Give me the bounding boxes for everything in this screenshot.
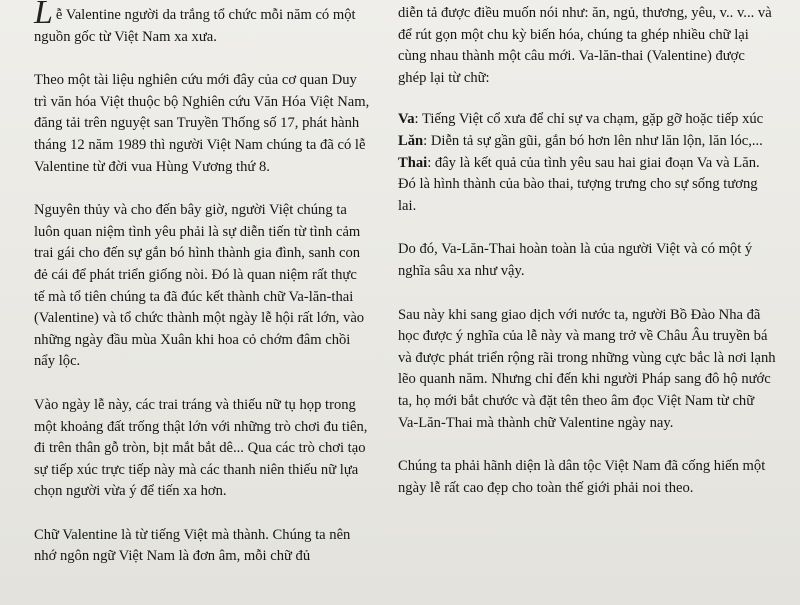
- intro-paragraph: Lễ Valentine người da trắng tổ chức mỗi năm có một nguồn gốc từ Việt Nam xa xưa.: [34, 3, 370, 48]
- term-thai: Thai: [398, 154, 428, 171]
- right-column: [398, 0, 776, 499]
- definition-thai: Thai: đây là kết quả của tình yêu sau hai giai đoạn Va và Lăn. Đó là hình thành của bào thai, tượng trưng cho sự sống tương lai.: [398, 154, 760, 214]
- term-va: Va: [398, 111, 415, 128]
- left-column: [34, 0, 370, 568]
- history-paragraph: Sau này khi sang giao dịch với nước ta, người Bồ Đào Nha đã học được ý nghĩa của lễ này và mang trở về Châu Âu truyền bá và được phát triển rộng rãi trong những vùng cực bắc là nơi lạnh lẽo quanh năm. Nhưng chỉ đến khi người Pháp sang đô hộ nước ta, họ mới bắt chước và đặt tên theo âm đọc Việt Nam từ chữ Va-Lăn-Thai mà thành chữ Valentine ngày nay.: [398, 306, 776, 431]
- term-lan: Lăn: [398, 132, 424, 149]
- continuation-paragraph: diễn tả được điều muốn nói như: ăn, ngủ, thương, yêu, v.. v... và để rút gọn một chu kỳ biến hóa, chúng ta ghép nhiều chữ lại cùng nhau thành một câu mới. Va-lăn-thai (Valentine) được ghép lại từ chữ:: [398, 5, 772, 86]
- closing-paragraph: Chúng ta phải hãnh diện là dân tộc Việt Nam đã cống hiến một ngày lễ rất cao đẹp cho toàn thế giới phải noi theo.: [398, 458, 766, 496]
- etymology-paragraph: Chữ Valentine là từ tiếng Việt mà thành. Chúng ta nên nhớ ngôn ngữ Việt Nam là đơn âm, mỗi chữ đủ: [34, 526, 351, 565]
- origin-paragraph: Nguyên thủy và cho đến bây giờ, người Việt chúng ta luôn quan niệm tình yêu phải là sự diễn tiến từ tình cảm trai gái cho đến sự gắn bó hình thành gia đình, sanh con đẻ cái để phát triển giống nòi. Đó là quan niệm rất thực tế mà tổ tiên chúng ta đã đúc kết thành chữ Va-lăn-thai (Valentine) và tổ chức thành một ngày lễ hội rất lớn, vào những ngày đầu mùa Xuân khi hoa cỏ chớm đâm chồi nẩy lộc.: [34, 202, 365, 370]
- conclusion-paragraph: Do đó, Va-Lăn-Thai hoàn toàn là của người Việt và có một ý nghĩa sâu xa như vậy.: [398, 241, 753, 279]
- festival-paragraph: Vào ngày lễ này, các trai tráng và thiếu nữ tụ họp trong một khoảng đất trống thật lớn với những trò chơi đu tiên, đi trên thân gỗ tròn, bịt mắt bắt dê... Qua các trò chơi tạo sự tiếp xúc trực tiếp này mà các thanh niên thiếu nữ lựa chọn người vừa ý để tiến xa hơn.: [34, 396, 368, 500]
- definition-lan: Lăn: Diễn tả sự gần gũi, gắn bó hơn lên như lăn lộn, lăn lóc,...: [398, 132, 763, 149]
- drop-cap: L: [34, 0, 53, 31]
- source-paragraph: Theo một tài liệu nghiên cứu mới đây của cơ quan Duy trì văn hóa Việt thuộc bộ Nghiên cứu Văn Hóa Việt Nam, đăng tải trên nguyệt san Truyền Thống số 17, phát hành tháng 12 năm 1989 thì người Việt Nam chúng ta đã có lễ Valentine từ đời vua Hùng Vương thứ 8.: [34, 72, 370, 175]
- definition-va: Va: Tiếng Việt cổ xưa để chỉ sự va chạm, gặp gỡ hoặc tiếp xúc: [398, 111, 764, 128]
